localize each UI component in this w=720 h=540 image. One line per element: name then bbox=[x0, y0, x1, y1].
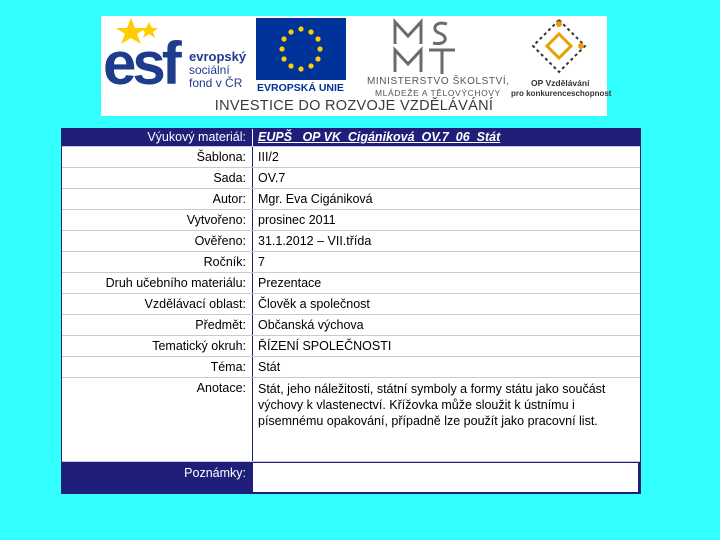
row-label: Tematický okruh: bbox=[152, 339, 246, 353]
row-label: Předmět: bbox=[195, 318, 246, 332]
table-row bbox=[62, 272, 640, 293]
row-value: ŘÍZENÍ SPOLEČNOSTI bbox=[252, 336, 640, 356]
row-label: Druh učebního materiálu: bbox=[105, 276, 246, 290]
table-row bbox=[62, 146, 640, 167]
row-label: Autor: bbox=[212, 192, 246, 206]
esf-line3: fond v ČR bbox=[189, 76, 243, 90]
table-row bbox=[62, 129, 640, 146]
table-row bbox=[62, 188, 640, 209]
msmt-logo bbox=[353, 16, 508, 102]
row-value: Občanská výchova bbox=[252, 315, 640, 335]
table-row bbox=[62, 461, 640, 493]
row-value: 7 bbox=[252, 252, 640, 272]
row-label: Vzdělávací oblast: bbox=[144, 297, 246, 311]
logo-banner bbox=[101, 16, 612, 116]
row-value: III/2 bbox=[252, 147, 640, 167]
row-label: Ověřeno: bbox=[194, 234, 246, 248]
banner-caption: INVESTICE DO ROZVOJE VZDĚLÁVÁNÍ bbox=[214, 98, 494, 114]
eu-flag-icon bbox=[256, 18, 346, 80]
row-label: Téma: bbox=[210, 360, 246, 374]
table-row bbox=[62, 167, 640, 188]
esf-line1: evropský bbox=[189, 49, 247, 64]
opvk-line2: pro konkurenceschopnost bbox=[511, 89, 612, 98]
row-value: Prezentace bbox=[252, 273, 640, 293]
table-row bbox=[62, 356, 640, 377]
metadata-table bbox=[61, 128, 641, 494]
row-value: Člověk a společnost bbox=[252, 294, 640, 314]
table-row bbox=[62, 293, 640, 314]
msmt-line2: MLÁDEŽE A TĚLOVÝCHOVY bbox=[375, 88, 501, 98]
row-value: prosinec 2011 bbox=[252, 210, 640, 230]
eu-logo bbox=[253, 16, 349, 102]
table-row bbox=[62, 230, 640, 251]
msmt-emblem-icon bbox=[391, 18, 461, 76]
esf-line2: sociální bbox=[189, 63, 230, 77]
table-row bbox=[62, 251, 640, 272]
msmt-line1: MINISTERSTVO ŠKOLSTVÍ, bbox=[367, 76, 510, 87]
row-value: OV.7 bbox=[252, 168, 640, 188]
eu-label: EVROPSKÁ UNIE bbox=[257, 82, 344, 94]
esf-big-text: esf bbox=[103, 30, 178, 97]
table-row bbox=[62, 377, 640, 461]
row-label: Poznámky: bbox=[184, 466, 246, 480]
row-label: Ročník: bbox=[203, 255, 246, 269]
row-value: Mgr. Eva Cigániková bbox=[252, 189, 640, 209]
row-value: EUPŠ _OP VK_Cigániková_OV.7_06_Stát bbox=[252, 129, 640, 146]
row-value: 31.1.2012 – VII.třída bbox=[252, 231, 640, 251]
row-value bbox=[252, 463, 638, 492]
row-label: Šablona: bbox=[196, 150, 246, 164]
row-value: Stát bbox=[252, 357, 640, 377]
row-label: Anotace: bbox=[196, 381, 246, 395]
row-label: Vytvořeno: bbox=[186, 213, 246, 227]
table-row bbox=[62, 209, 640, 230]
row-value: Stát, jeho náležitosti, státní symboly a formy státu jako součást výchovy k vlastenectví. Křížovka může sloužit k ústnímu i písemnému opakování, případně lze použít jako pracovní list. bbox=[252, 378, 640, 461]
opvk-logo bbox=[509, 16, 612, 102]
opvk-emblem-icon bbox=[529, 16, 589, 76]
row-label: Výukový materiál: bbox=[147, 130, 246, 144]
table-row bbox=[62, 335, 640, 356]
row-label: Sada: bbox=[213, 171, 246, 185]
table-row bbox=[62, 314, 640, 335]
esf-logo bbox=[101, 16, 251, 102]
opvk-line1: OP Vzdělávání bbox=[531, 78, 590, 88]
